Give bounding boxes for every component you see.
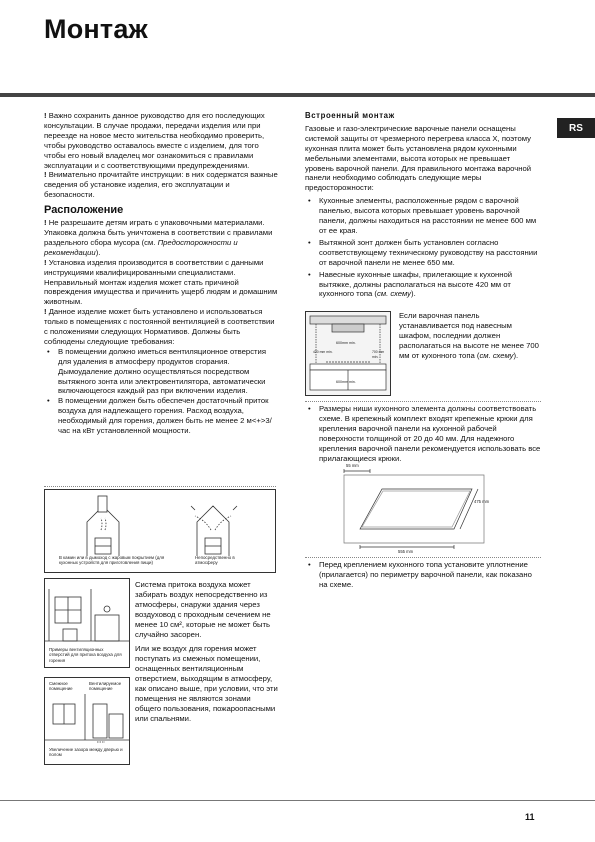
placement-paragraph (44, 258, 278, 308)
placement-paragraph (44, 218, 278, 258)
figure-caption: Непосредственно в атмосферу (195, 555, 235, 566)
list-item: • Кухонные элементы, расположенные рядом с варочной панелью, высота которых превышает уровень варочной панели, должны находиться на расстоянии не менее 600 мм от ее края. (305, 196, 541, 236)
room-label: Вентилируемое помещение (89, 681, 122, 692)
figure-ventilation-openings (44, 578, 130, 668)
list-item (305, 270, 541, 300)
warning-mark: ! (44, 218, 47, 228)
list-item: • Размеры ниши кухонного элемента должны соответствовать схеме. В крепежный комплект входят крепежные крюки для крепления варочной панели на кухонной рабочей поверхности толщиной от 20 до 40 мм. Для надежного крепления варочной панели рекомендуется использовать все прилагающиеся крюки. (305, 404, 541, 463)
header-rule (0, 93, 595, 97)
intro-paragraph (44, 111, 278, 170)
air-supply-text (135, 580, 278, 729)
placement-tail: ). (95, 247, 101, 257)
figure-cabinet-clearances (305, 311, 391, 396)
placement-text: Данное изделие может быть установлено и использоваться только в помещениях с постоянной вентиляцией в соответствии с положениями следующих Нормативов. Должны быть соблюдены следующие требования: (44, 307, 275, 346)
wall-cabinet-text (399, 311, 541, 366)
warning-mark: ! (44, 257, 47, 267)
footer-rule (0, 800, 595, 801)
intro-text: Важно сохранить данное руководство для его последующих консультации. В случае продажи, передачи изделия или при переезде на новое место жительства необходимо проверить, чтобы руководство оставалось вместе с изделием, для того чтобы его новый владелец мог ознакомиться с правилами эксплуатации и с соответствующими предупреждениями. (44, 111, 265, 170)
niche-text (305, 404, 541, 463)
placement-paragraph (44, 307, 278, 347)
placement-text: Установка изделия производится в соответствии с данными инструкциями квалифицированными специалистами. Неправильный монтаж изделия может стать причиной повреждения имущества и причинить ущерб людям и домашним животным. (44, 257, 278, 307)
list-item-text: Навесные кухонные шкафы, прилегающие к кухонной вытяжке, должны располагаться на высоте 420 мм от кухонного топа ( (319, 269, 513, 299)
dimension-label: 475 mm (474, 499, 490, 504)
list-item: • В помещении должно иметься вентиляционное отверстия для удаления в атмосферу продуктов сгорания. Дымоудаление должно осуществляться посредством вытяжного зонта или электровентилятора, автоматически включающегося каждый раз при включении изделия. (44, 347, 278, 397)
window-vent-illustration (45, 579, 129, 649)
dimension-label: 420 mm min. (313, 350, 333, 354)
left-column (44, 111, 278, 436)
section-title-placement: Расположение (44, 204, 124, 217)
intro-block (44, 111, 278, 200)
intro-text: Внимательно прочитайте инструкции: в них содержатся важные сведения об установке изделия, его эксплуатации и безопасности. (44, 170, 278, 200)
figure-flue-exhaust (44, 489, 276, 573)
wall-cabinet-tail: ). (513, 350, 519, 360)
air-supply-paragraph: Система притока воздуха может забирать воздух непосредственно из атмосферы, снаружи здания через воздуховод с проходным сечением не менее 10 см², которые не может быть случайно засорен. (135, 580, 271, 639)
adjacent-room-illustration (45, 678, 129, 748)
precautions-list (305, 196, 541, 299)
room-label: Смежное помещение (49, 681, 73, 692)
dimension-label: 55 mm (346, 463, 359, 468)
list-item: • В помещении должен быть обеспечен достаточный приток воздуха для надлежащего горения. Расход воздуха, необходимый для горения, должен быть не менее 2 м<+>3/час на кВт установленной мощности. (44, 396, 278, 436)
page-number: 11 (525, 812, 535, 822)
niche-dimensions-illustration (330, 467, 500, 555)
air-supply-paragraph: Или же воздух для горения может поступать из смежных помещении, оснащенных вентиляционным отверстием, выходящим в атмосферу, как описано выше, при условии, что эти помещения не являются зонами общего пользования, пожароопасными или спальнями. (135, 644, 278, 723)
dimension-label: 600mm min. (336, 380, 356, 384)
figure-caption: В камин или в дымоход с жаровым покрытием (для кухонных устройств для приготовления пищи) (59, 555, 165, 566)
divider (44, 486, 276, 487)
dimension-label: 700 mm min. (372, 350, 385, 360)
warning-mark: ! (44, 111, 47, 120)
language-tab: RS (557, 118, 595, 138)
figure-adjacent-room (44, 677, 130, 765)
figure-niche-dimensions (330, 463, 500, 555)
right-column (305, 111, 541, 301)
scheme-ref: см. схему (376, 289, 412, 299)
list-item-tail: ). (411, 289, 416, 299)
wall-cabinet-paragraph (399, 311, 541, 361)
niche-list (305, 404, 541, 463)
list-item: • Перед креплением кухонного топа установите уплотнение (прилагается) по периметру варочной панели, как показано на схеме. (305, 560, 541, 590)
built-in-intro: Газовые и газо-электрические варочные панели оснащены системой защиты от чрезмерного перегрева класса X, поэтому кухонная плита может быть установлена рядом кухонными мебельными элементами, высота которых не превышает уровень варочной панели. Для правильного монтажа варочной панели необходимо соблюдать следующие меры предосторожности: (305, 123, 532, 193)
intro-paragraph (44, 170, 278, 200)
divider (305, 401, 541, 402)
page-title: Монтаж (44, 14, 148, 44)
warning-mark: ! (44, 170, 47, 180)
scheme-ref: см. схему (479, 350, 514, 360)
placement-text: Не разрешаите детям играть с упаковочными материалами. Упаковка должна быть уничтожена в соответствии с правилами раздельного сбора мусора (см. (44, 218, 273, 247)
dimension-label: 555 mm (398, 549, 414, 554)
requirements-list (44, 347, 278, 436)
wall-cabinet-text-body: Если варочная панель устанавливается под навесным шкафом, последнии должен располагаться на высоте не менее 700 мм от кухонного топа ( (399, 311, 539, 360)
list-item: • Вытяжной зонт должен быть установлен согласно соответствующему техническому руководству на расстоянии от варочной панели не менее 650 мм. (305, 238, 541, 268)
figure-caption: Увеличение зазора между дверью и полом (49, 747, 123, 758)
divider (305, 557, 541, 558)
placement-ref: Предосторожности и рекомендации (44, 237, 238, 257)
seal-text (305, 560, 541, 590)
section-title-built-in: Встроенный монтаж (305, 111, 395, 120)
figure-caption: Примеры вентиляционных отверстий для притока воздуха для горения (49, 647, 122, 663)
seal-list (305, 560, 541, 590)
warning-mark: ! (44, 307, 47, 317)
dimension-label: 600mm min. (336, 341, 356, 345)
